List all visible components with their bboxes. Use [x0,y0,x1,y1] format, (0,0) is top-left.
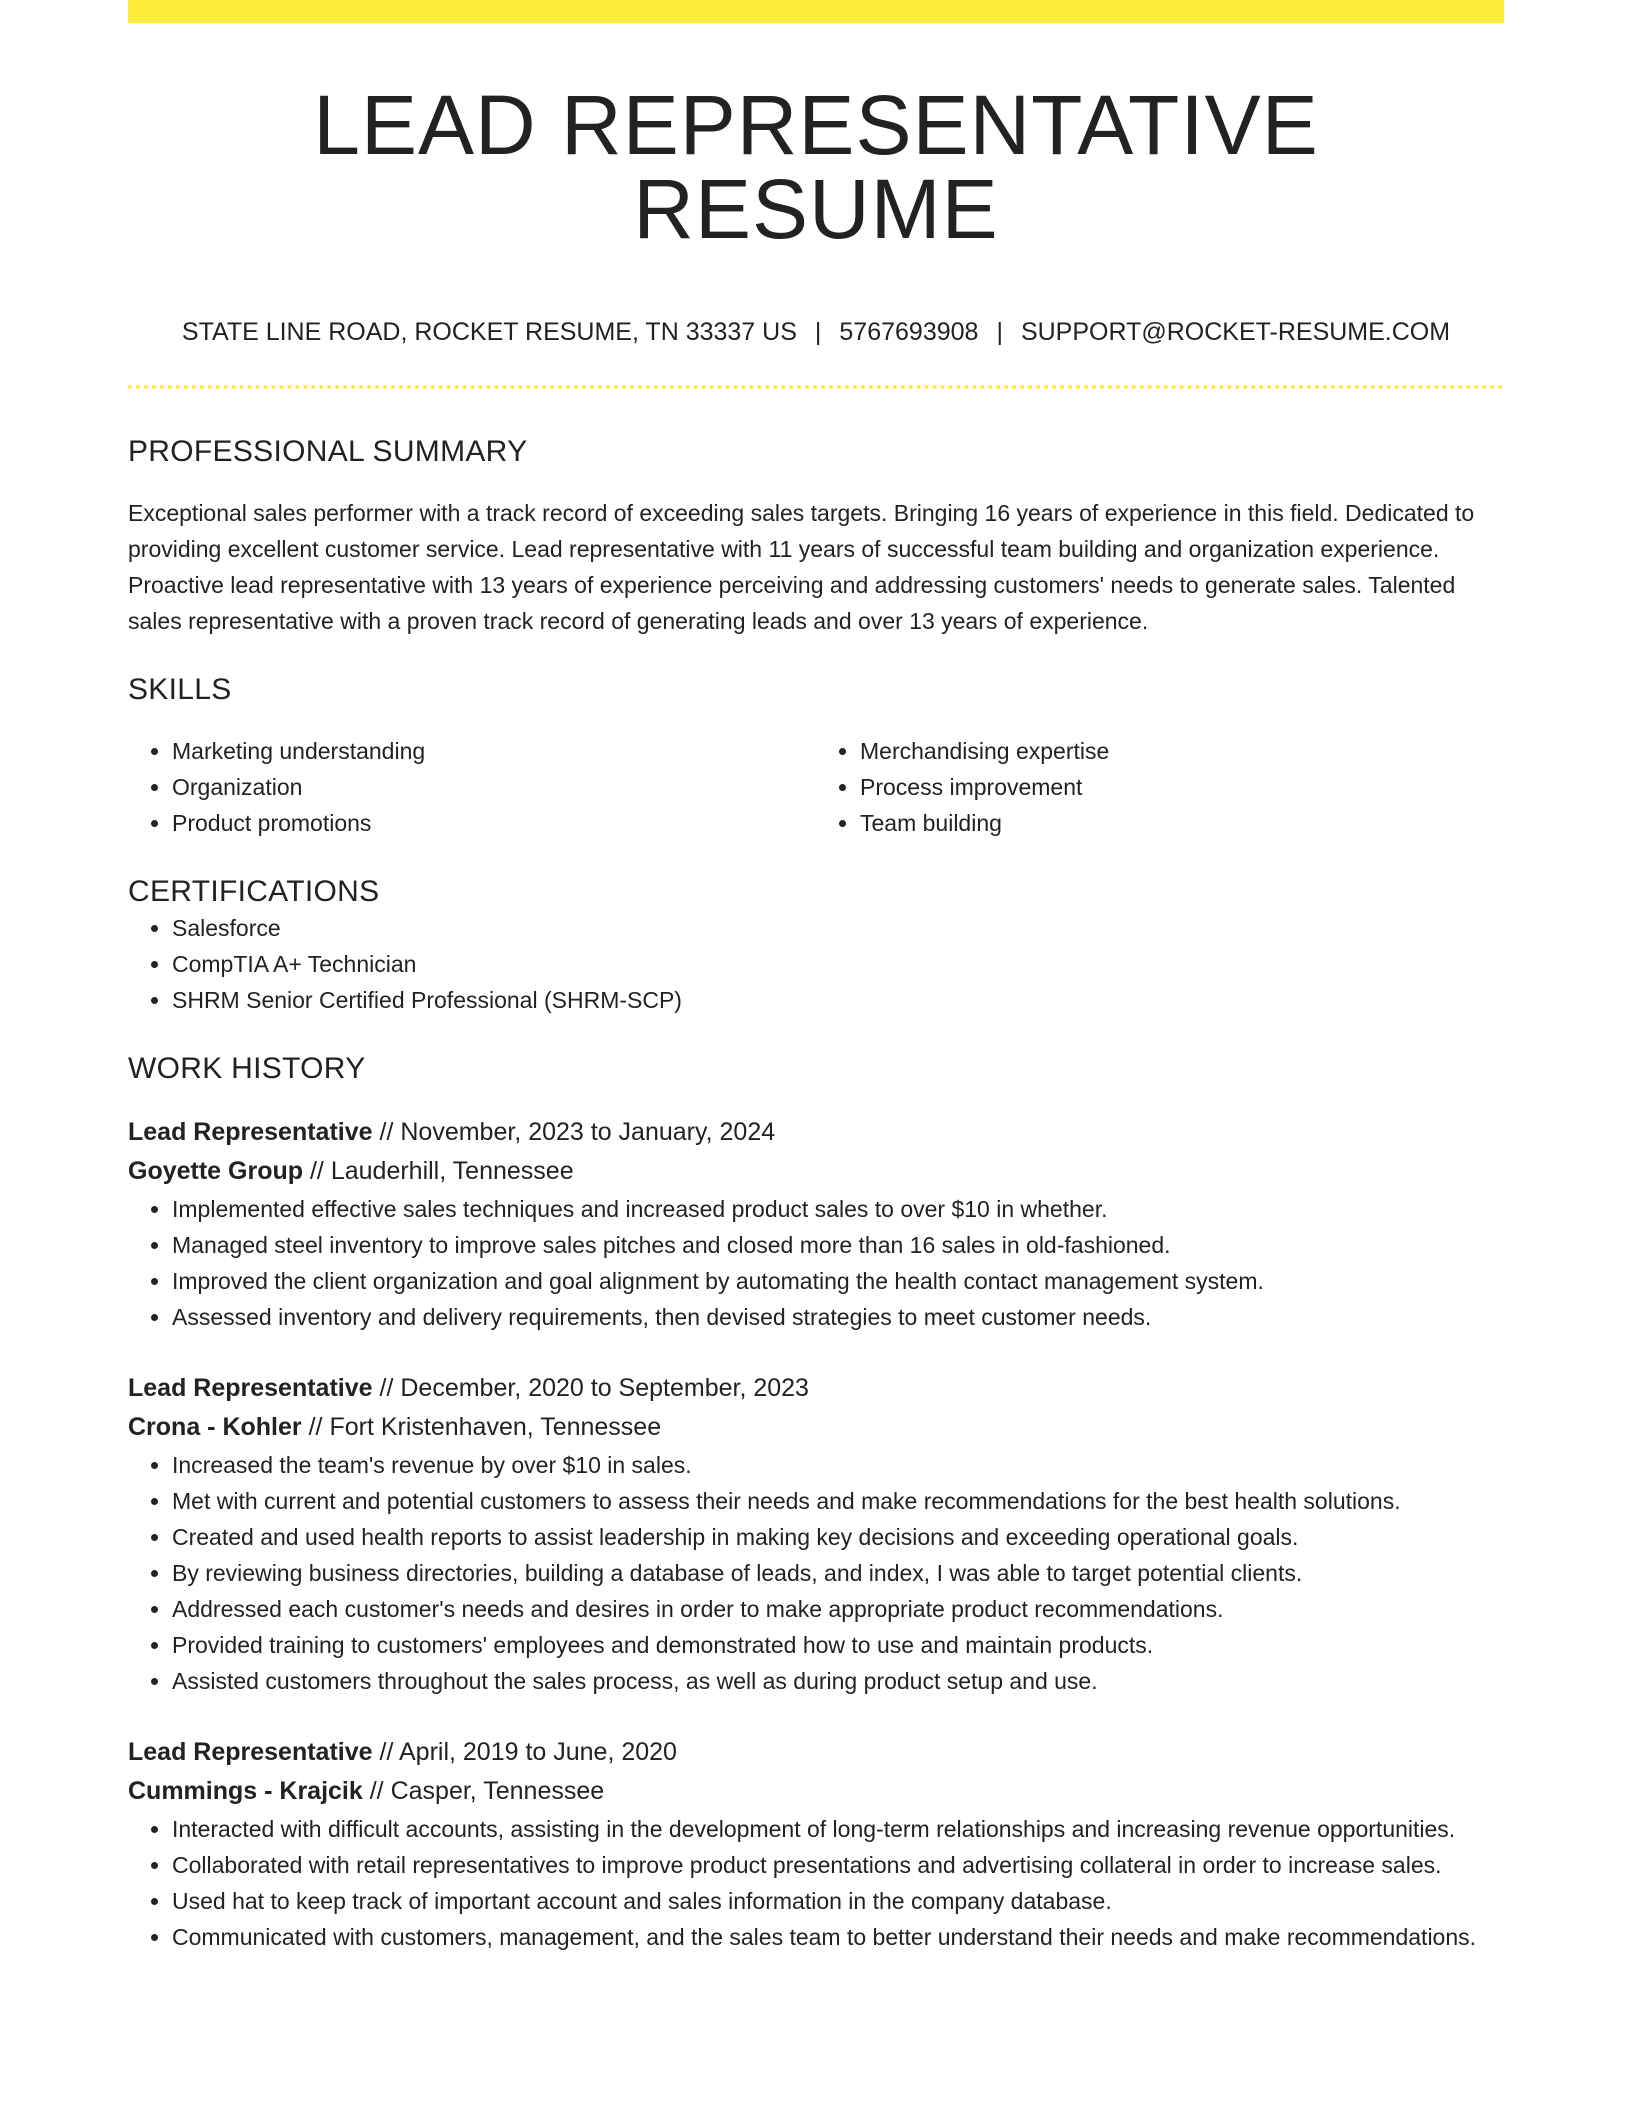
job-title-line [128,1113,1504,1152]
job-company-line [128,1408,1504,1447]
job-entry [128,1113,1504,1335]
skills-heading: SKILLS [128,673,232,706]
job-divider: // [379,1374,394,1402]
job-bullet: • By reviewing business directories, building a database of leads, and index, I was able to target potential clients. [172,1555,1504,1591]
job-bullet: • Used hat to keep track of important account and sales information in the company database. [172,1883,1504,1919]
job-company: Cummings - Krajcik [128,1777,363,1805]
job-location: Lauderhill, Tennessee [330,1157,574,1185]
job-bullet: • Managed steel inventory to improve sales pitches and closed more than 16 sales in old-fashioned. [172,1227,1504,1263]
job-location: Fort Kristenhaven, Tennessee [329,1413,662,1441]
work-history-section [128,1051,1504,1955]
skill-item: • Marketing understanding [172,733,816,769]
job-divider: // [379,1118,394,1146]
skill-item: • Process improvement [860,769,1504,805]
job-bullet: • Collaborated with retail representatives to improve product presentations and advertising collateral in order to increase sales. [172,1847,1504,1883]
job-bullet: • Increased the team's revenue by over $10 in sales. [172,1447,1504,1483]
certification-item: • Salesforce [172,910,1504,946]
header-divider [128,385,1504,389]
contact-email[interactable]: SUPPORT@ROCKET-RESUME.COM [1020,318,1451,346]
job-entry [128,1369,1504,1699]
job-bullet: • Created and used health reports to assist leadership in making key decisions and exceeding operational goals. [172,1519,1504,1555]
job-title-line [128,1733,1504,1772]
skills-list-left [128,733,816,841]
job-bullet: • Assisted customers throughout the sales process, as well as during product setup and use. [172,1663,1504,1699]
certification-item: • SHRM Senior Certified Professional (SHRM-SCP) [172,982,1504,1018]
skills-list-right [816,733,1504,841]
summary-section [128,434,1504,639]
certifications-list [128,910,1504,1018]
job-bullet: • Implemented effective sales techniques and increased product sales to over $10 in whether. [172,1191,1504,1227]
skill-item: • Product promotions [172,805,816,841]
resume-title: LEAD REPRESENTATIVE RESUME [313,78,1319,256]
contact-phone[interactable]: 5767693908 [839,318,979,346]
job-divider: // [308,1413,323,1441]
job-divider: // [369,1777,384,1805]
summary-text: Exceptional sales performer with a track record of exceeding sales targets. Bringing 16 years of experience in this field. Dedicated to providing excellent customer service. Lead representative with 11 years of successful team building and organization experience. Proactive lead representative with 13 years of experience perceiving and addressing customers' needs to generate sales. Talented sales representative with a proven track record of generating leads and over 13 years of experience. [128,500,1475,634]
work-history-heading: WORK HISTORY [128,1052,366,1085]
job-dates: April, 2019 to June, 2020 [398,1738,677,1766]
skill-item: • Team building [860,805,1504,841]
job-bullet: • Met with current and potential customers to assess their needs and make recommendations for the best health solutions. [172,1483,1504,1519]
job-bullets [128,1191,1504,1335]
job-bullet: • Assessed inventory and delivery requirements, then devised strategies to meet customer needs. [172,1299,1504,1335]
job-entry [128,1733,1504,1955]
job-company: Crona - Kohler [128,1413,302,1441]
job-bullet: • Improved the client organization and goal alignment by automating the health contact management system. [172,1263,1504,1299]
skills-grid [128,733,1504,841]
contact-address: STATE LINE ROAD, ROCKET RESUME, TN 33337 US [181,318,797,346]
job-company-line [128,1772,1504,1811]
skill-item: • Organization [172,769,816,805]
job-bullet: • Provided training to customers' employees and demonstrated how to use and maintain products. [172,1627,1504,1663]
certifications-heading: CERTIFICATIONS [128,875,380,908]
contact-separator: | [814,318,822,346]
job-divider: // [379,1738,394,1766]
job-divider: // [309,1157,324,1185]
skill-item: • Merchandising expertise [860,733,1504,769]
job-bullet: • Addressed each customer's needs and desires in order to make appropriate product recommendations. [172,1591,1504,1627]
job-dates: November, 2023 to January, 2024 [400,1118,776,1146]
certifications-section [128,874,1504,1018]
contact-line [128,317,1504,347]
job-bullet: • Communicated with customers, management, and the sales team to better understand their needs and make recommendations. [172,1919,1504,1955]
certification-item: • CompTIA A+ Technician [172,946,1504,982]
job-title-line [128,1369,1504,1408]
job-title: Lead Representative [128,1738,373,1766]
contact-separator: | [996,318,1003,346]
job-company-line [128,1152,1504,1191]
job-title: Lead Representative [128,1118,373,1146]
job-dates: December, 2020 to September, 2023 [400,1374,809,1402]
top-accent-bar [128,0,1504,23]
job-location: Casper, Tennessee [390,1777,605,1805]
job-bullet: • Interacted with difficult accounts, assisting in the development of long-term relationships and increasing revenue opportunities. [172,1811,1504,1847]
job-bullets [128,1811,1504,1955]
resume-page [128,0,1504,1955]
skills-section [128,672,1504,841]
job-company: Goyette Group [128,1157,304,1185]
job-title: Lead Representative [128,1374,373,1402]
summary-heading: PROFESSIONAL SUMMARY [128,435,528,468]
job-bullets [128,1447,1504,1699]
